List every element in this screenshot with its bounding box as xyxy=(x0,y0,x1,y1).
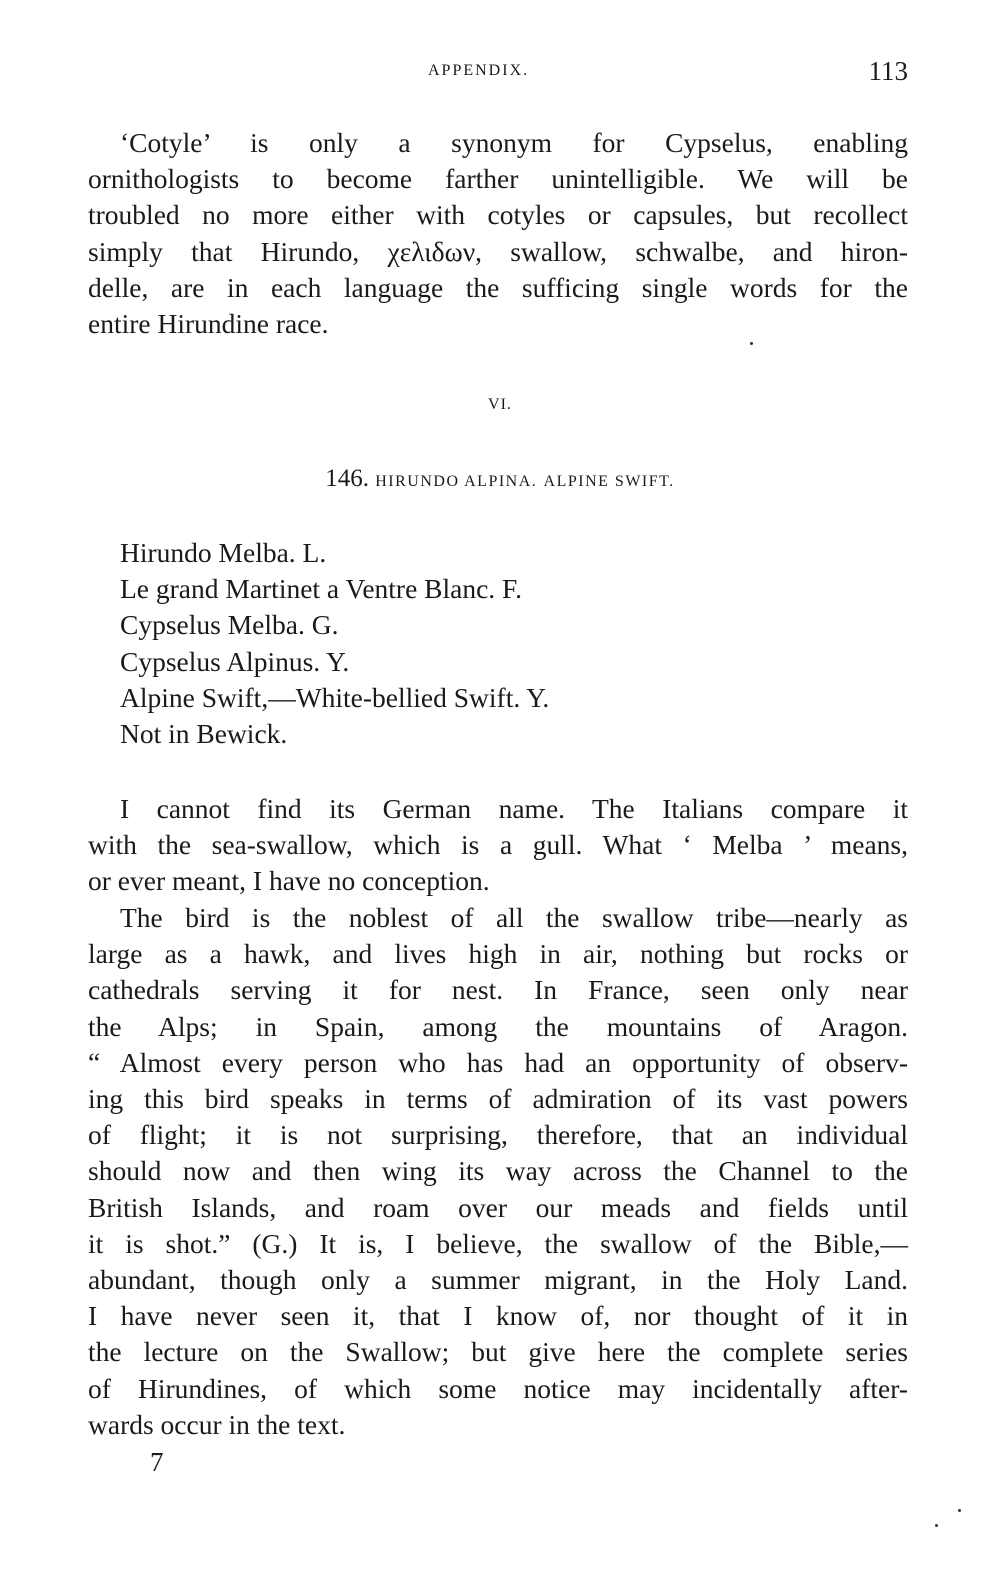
entry-latin-name: HIRUNDO ALPINA. xyxy=(375,473,538,490)
text-line: ‘Cotyle’ is only a synonym for Cypselus, enabling xyxy=(120,127,908,158)
paragraph-noblest-bird xyxy=(88,900,908,1443)
section-number: VI. xyxy=(488,396,512,413)
speck xyxy=(958,1509,961,1512)
synonym-list xyxy=(120,535,549,752)
text-line: The bird is the noblest of all the swallow tribe—nearly as xyxy=(120,902,908,933)
speck xyxy=(750,342,753,345)
text-line: abundant, though only a summer migrant, in the Holy Land. xyxy=(88,1264,908,1296)
synonym-item: Alpine Swift,—White-bellied Swift. Y. xyxy=(120,681,550,713)
text-line: ing this bird speaks in terms of admiration of its vast powers xyxy=(88,1083,908,1115)
text-line: British Islands, and roam over our meads and fields until xyxy=(88,1191,908,1223)
text-line: the lecture on the Swallow; but give here the complete series xyxy=(88,1336,908,1368)
text-line: “ Almost every person who has had an opportunity of observ- xyxy=(88,1046,908,1078)
paragraph-german-name xyxy=(88,791,908,900)
page-header xyxy=(88,56,908,96)
text-line: delle, are in each language the sufficing single words for the xyxy=(88,271,908,303)
synonym-item: Cypselus Melba. G. xyxy=(120,609,339,641)
text-line: the Alps; in Spain, among the mountains of Aragon. xyxy=(88,1010,908,1042)
text-line: large as a hawk, and lives high in air, nothing but rocks or xyxy=(88,938,908,970)
synonym-item: Cypselus Alpinus. Y. xyxy=(120,645,350,677)
speck xyxy=(935,1524,938,1527)
printer-signature-mark: 7 xyxy=(150,1447,164,1477)
text-line: ornithologists to become farther unintelligible. We will be xyxy=(88,163,908,195)
text-line: with the sea-swallow, which is a gull. What ‘ Melba ’ means, xyxy=(88,829,908,861)
running-head: APPENDIX. xyxy=(428,62,530,79)
text-line: of Hirundines, of which some notice may incidentally after- xyxy=(88,1372,908,1404)
entry-common-name: ALPINE SWIFT. xyxy=(543,473,675,490)
text-line: cathedrals serving it for nest. In France, seen only near xyxy=(88,974,908,1006)
intro-paragraph xyxy=(88,125,908,342)
synonym-item: Le grand Martinet a Ventre Blanc. F. xyxy=(120,573,523,605)
text-line: wards occur in the text. xyxy=(88,1408,346,1440)
text-line: troubled no more either with cotyles or capsules, but recollect xyxy=(88,199,908,231)
text-line: simply that Hirundo, χελιδων, swallow, schwalbe, and hiron- xyxy=(88,235,908,267)
synonym-item: Not in Bewick. xyxy=(120,718,288,750)
text-line: should now and then wing its way across the Channel to the xyxy=(88,1155,908,1187)
entry-heading xyxy=(0,465,1000,493)
entry-number: 146. xyxy=(325,465,369,492)
synonym-item: Hirundo Melba. L. xyxy=(120,537,327,568)
text-line: of flight; it is not surprising, therefore, that an individual xyxy=(88,1119,908,1151)
text-line: I have never seen it, that I know of, nor thought of it in xyxy=(88,1300,908,1332)
text-line: or ever meant, I have no conception. xyxy=(88,865,490,897)
text-line: I cannot find its German name. The Italians compare it xyxy=(120,793,908,824)
text-line: it is shot.” (G.) It is, I believe, the swallow of the Bible,— xyxy=(88,1227,908,1259)
text-line: entire Hirundine race. xyxy=(88,308,329,340)
page-number: 113 xyxy=(868,56,908,86)
